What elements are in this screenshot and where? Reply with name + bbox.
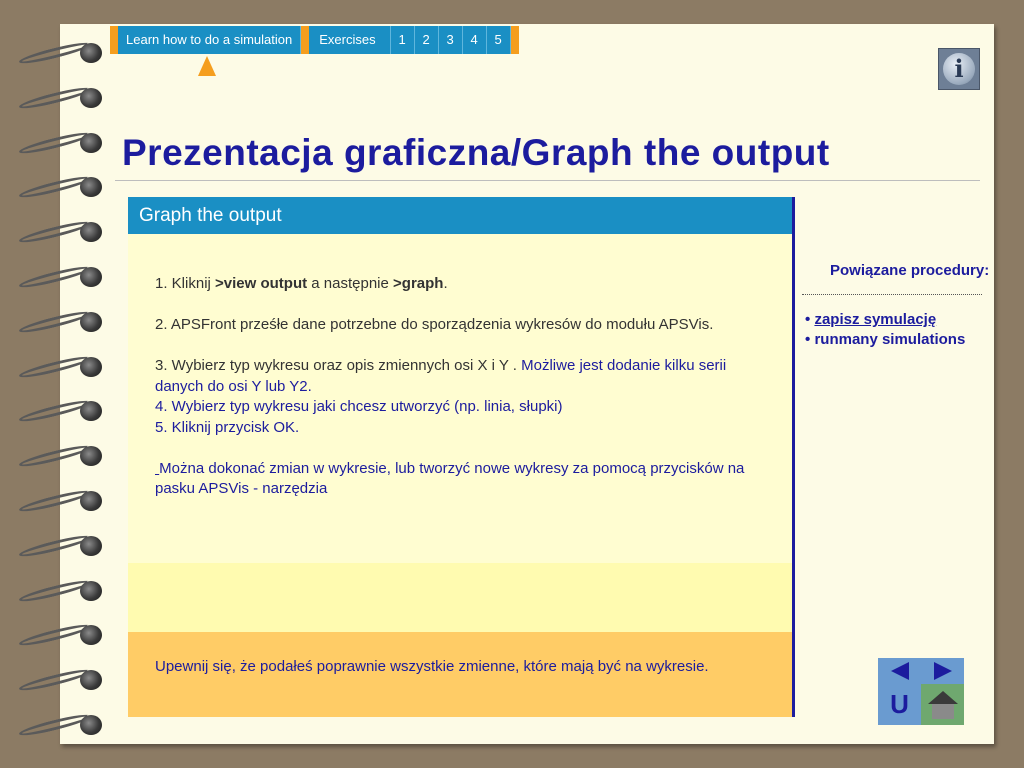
related-divider (802, 294, 982, 295)
spiral-ring (14, 667, 106, 693)
graph-command: >graph (393, 275, 444, 292)
page-navigation-buttons (878, 658, 964, 725)
spiral-ring (14, 578, 106, 604)
spiral-ring (14, 309, 106, 335)
spiral-ring (14, 130, 106, 156)
nav-accent-right (511, 26, 519, 54)
related-procedures-title: Powiązane procedury: (830, 262, 990, 279)
step-1-text: 1. Kliknij (155, 275, 216, 292)
spiral-ring (14, 712, 106, 738)
step-3-note: Możliwe jest dodanie kilku serii danych do osi Y lub Y2. (155, 357, 727, 395)
arrow-right-icon (934, 662, 952, 680)
page-title: Prezentacja graficzna/Graph the output (122, 132, 830, 173)
spiral-ring (14, 488, 106, 514)
step-5: 5. Kliknij przycisk OK. (155, 418, 300, 436)
spiral-ring (14, 398, 106, 424)
step-3 (155, 356, 774, 397)
home-button[interactable] (921, 684, 964, 725)
tab-exercise-1[interactable]: 1 (391, 26, 415, 54)
tab-learn-simulation[interactable]: Learn how to do a simulation (118, 26, 301, 54)
panel-divider (792, 197, 795, 717)
save-simulation-link[interactable]: zapisz symulację (814, 311, 937, 328)
tab-exercise-3[interactable]: 3 (439, 26, 463, 54)
arrow-left-icon (891, 662, 909, 680)
panel-spacer-band (128, 563, 792, 632)
tools-note-text: Można dokonać zmian w wykresie, lub tworzyć nowe wykresy za pomocą przycisków na pasku APSVis - narzędzia (155, 459, 745, 497)
step-4: 4. Wybierz typ wykresu jaki chcesz utworzyć (np. linia, słupki) (155, 398, 563, 415)
tab-exercise-4[interactable]: 4 (463, 26, 487, 54)
title-divider (115, 180, 980, 181)
bullet: • (805, 331, 811, 348)
previous-button[interactable] (878, 658, 921, 684)
spiral-ring (14, 40, 106, 66)
spiral-ring (14, 622, 106, 648)
tab-exercises[interactable]: Exercises (309, 26, 390, 54)
step-2: 2. APSFront prześłe dane potrzebne do sporządzenia wykresów do modułu APSVis. (155, 316, 714, 333)
info-icon: i (943, 53, 975, 85)
spiral-ring (14, 264, 106, 290)
spiral-ring (14, 219, 106, 245)
step-1-text-end: . (443, 275, 448, 292)
step-1-text-mid: a następnie (307, 275, 394, 292)
tools-note (155, 459, 774, 500)
spiral-binding (0, 0, 110, 768)
related-procedures-list (805, 310, 965, 350)
tab-exercise-5[interactable]: 5 (487, 26, 511, 54)
next-button[interactable] (921, 658, 964, 684)
bullet: • (805, 311, 811, 328)
panel-footer-note (128, 632, 792, 717)
spiral-ring (14, 354, 106, 380)
top-navigation (110, 26, 519, 54)
panel-body (128, 234, 792, 500)
up-button[interactable] (878, 684, 921, 725)
nav-accent-mid (301, 26, 309, 54)
runmany-simulations-link[interactable]: runmany simulations (814, 331, 966, 348)
related-item-runmany[interactable] (805, 330, 965, 350)
spiral-ring (14, 174, 106, 200)
info-button[interactable] (938, 48, 980, 90)
spiral-ring (14, 443, 106, 469)
current-tab-indicator-icon (198, 56, 216, 76)
panel-heading: Graph the output (128, 197, 792, 234)
step-3-text: 3. Wybierz typ wykresu oraz opis zmiennych osi X i Y . (155, 357, 522, 374)
footer-note-text: Upewnij się, że podałeś poprawnie wszystkie zmienne, które mają być na wykresie. (155, 658, 709, 675)
related-item-save[interactable] (805, 310, 965, 330)
home-icon (928, 691, 958, 719)
spiral-ring (14, 85, 106, 111)
up-arrow-icon: U (890, 689, 909, 719)
step-1 (155, 274, 774, 295)
tab-exercise-2[interactable]: 2 (415, 26, 439, 54)
nav-accent-left (110, 26, 118, 54)
instructions-panel (128, 197, 792, 717)
spiral-ring (14, 533, 106, 559)
view-output-command: >view output (215, 275, 308, 292)
